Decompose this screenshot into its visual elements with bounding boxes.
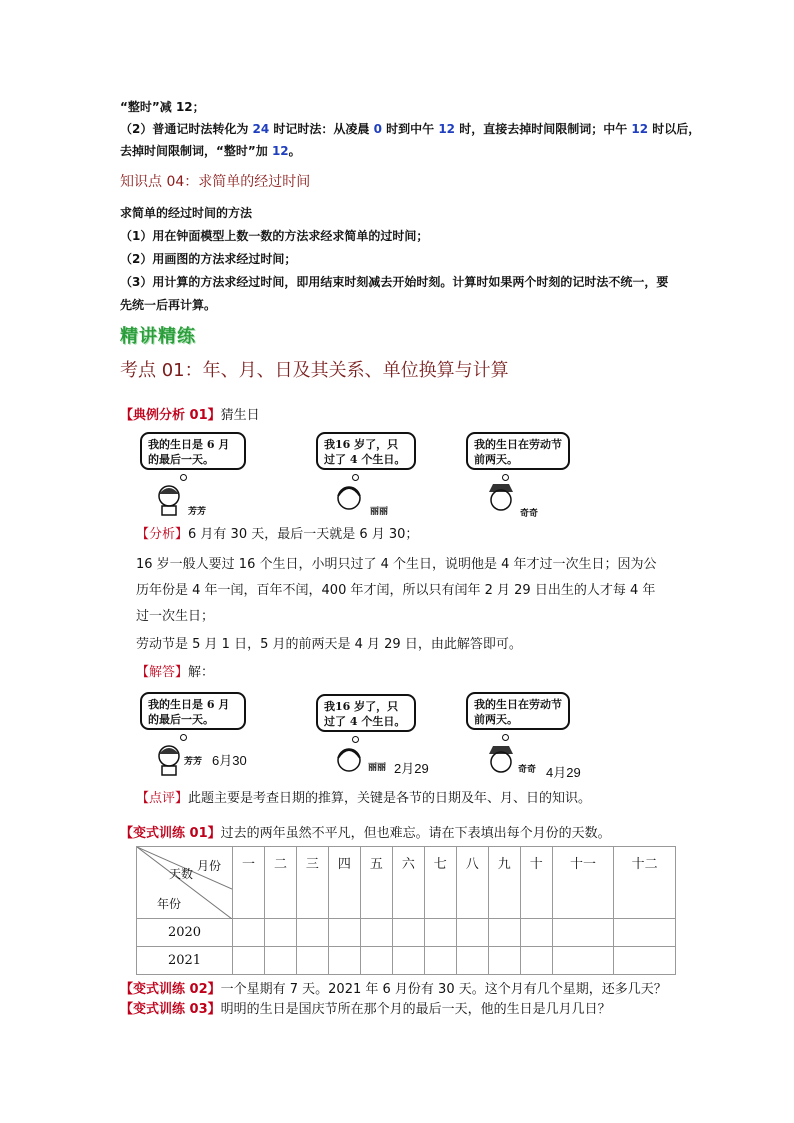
example-heading: 【典例分析 01】猜生日 bbox=[120, 408, 260, 423]
corner-month-label: 月份 bbox=[197, 859, 222, 873]
speech-bubble-qiqi-answer: 我的生日在劳动节前两天。 bbox=[466, 692, 570, 730]
rule-line-2: （2）普通记时法转化为 24 时记时法：从凌晨 0 时到中午 12 时，直接去掉时间限制词；中午 12 时以后， bbox=[120, 122, 701, 136]
month-header: 九 bbox=[488, 847, 520, 919]
method-title: 求简单的经过时间的方法 bbox=[120, 206, 253, 220]
boy-qiqi-icon bbox=[484, 480, 518, 516]
exercise-03: 【变式训练 03】明明的生日是国庆节所在那个月的最后一天，他的生日是几月几日？ bbox=[120, 1002, 611, 1017]
rule-line-3: 去掉时间限制词，“整时”加 12。 bbox=[120, 144, 301, 158]
name-lili: 丽丽 bbox=[370, 507, 389, 517]
day-cell[interactable] bbox=[488, 919, 520, 947]
day-cell[interactable] bbox=[328, 947, 360, 975]
day-cell[interactable] bbox=[360, 947, 392, 975]
speech-bubble-qiqi: 我的生日在劳动节前两天。 bbox=[466, 432, 570, 470]
speech-bubble-lili-answer: 我16 岁了，只过了 4 个生日。 bbox=[316, 694, 416, 732]
month-header: 十二 bbox=[614, 847, 676, 919]
table-row bbox=[137, 947, 676, 975]
comment: 【点评】此题主要是考查日期的推算，关键是各节的日期及年、月、日的知识。 bbox=[136, 791, 592, 806]
day-cell[interactable] bbox=[456, 919, 488, 947]
table-corner-cell bbox=[137, 847, 233, 919]
month-header: 七 bbox=[424, 847, 456, 919]
answer-qiqi: 4月29 bbox=[546, 765, 581, 780]
method-item-2: （2）用画图的方法求经过时间； bbox=[120, 252, 297, 266]
day-cell[interactable] bbox=[552, 947, 614, 975]
section-title: 精讲精练 bbox=[120, 326, 196, 347]
name-fangfang: 芳芳 bbox=[188, 507, 207, 517]
day-cell[interactable] bbox=[296, 947, 328, 975]
method-item-4: 先统一后再计算。 bbox=[120, 298, 217, 312]
analysis-line-2: 16 岁一般人要过 16 个生日，小明只过了 4 个生日，说明他是 4 年才过一次生日；因为公 bbox=[136, 557, 657, 572]
knowledge-heading: 知识点 04：求简单的经过时间 bbox=[120, 174, 311, 190]
year-cell: 2021 bbox=[137, 947, 233, 975]
boy-qiqi-answer-icon bbox=[484, 742, 518, 778]
name-lili-answer: 丽丽 bbox=[368, 763, 387, 773]
answer-fangfang: 6月30 bbox=[212, 753, 247, 768]
day-cell[interactable] bbox=[424, 919, 456, 947]
girl-fangfang-answer-icon bbox=[152, 742, 186, 776]
day-cell[interactable] bbox=[392, 919, 424, 947]
day-cell[interactable] bbox=[520, 947, 552, 975]
day-cell[interactable] bbox=[456, 947, 488, 975]
method-item-3: （3）用计算的方法求经过时间，即用结束时刻减去开始时刻。计算时如果两个时刻的记时法不统一，要 bbox=[120, 275, 669, 289]
analysis-line-4: 过一次生日； bbox=[136, 609, 215, 624]
day-cell[interactable] bbox=[264, 947, 296, 975]
answer-lili: 2月29 bbox=[394, 761, 429, 776]
day-cell[interactable] bbox=[328, 919, 360, 947]
day-cell[interactable] bbox=[552, 919, 614, 947]
speech-bubble-lili: 我16 岁了，只过了 4 个生日。 bbox=[316, 432, 416, 470]
method-item-1: （1）用在钟面模型上数一数的方法求经求简单的过时间； bbox=[120, 229, 429, 243]
day-cell[interactable] bbox=[296, 919, 328, 947]
day-cell[interactable] bbox=[264, 919, 296, 947]
birthday-illustration-answer bbox=[120, 688, 610, 784]
rule-line-1: “整时”减 12； bbox=[120, 100, 205, 114]
year-cell: 2020 bbox=[137, 919, 233, 947]
day-cell[interactable] bbox=[360, 919, 392, 947]
exercise-01: 【变式训练 01】过去的两年虽然不平凡，但也难忘。请在下表填出每个月份的天数。 bbox=[120, 826, 611, 841]
analysis-line-1: 【分析】6 月有 30 天，最后一天就是 6 月 30； bbox=[136, 527, 419, 542]
analysis-line-3: 历年份是 4 年一闰，百年不闰，400 年才闰，所以只有闰年 2 月 29 日出生的人才每 4 年 bbox=[136, 583, 656, 598]
month-header: 十 bbox=[520, 847, 552, 919]
month-header: 六 bbox=[392, 847, 424, 919]
answer-heading: 【解答】解： bbox=[136, 665, 215, 680]
exercise-02: 【变式训练 02】一个星期有 7 天。2021 年 6 月份有 30 天。这个月有几个星期，还多几天？ bbox=[120, 982, 667, 997]
day-cell[interactable] bbox=[614, 919, 676, 947]
month-header: 十一 bbox=[552, 847, 614, 919]
table-row bbox=[137, 919, 676, 947]
corner-days-label: 天数 bbox=[169, 867, 194, 881]
month-header: 五 bbox=[360, 847, 392, 919]
day-cell[interactable] bbox=[424, 947, 456, 975]
topic-heading: 考点 01：年、月、日及其关系、单位换算与计算 bbox=[120, 360, 509, 381]
month-header: 三 bbox=[296, 847, 328, 919]
name-fangfang-answer: 芳芳 bbox=[184, 757, 203, 767]
girl-fangfang-icon bbox=[152, 482, 186, 516]
month-days-table bbox=[136, 846, 676, 975]
birthday-illustration-question bbox=[120, 428, 600, 518]
month-header: 二 bbox=[264, 847, 296, 919]
month-header: 一 bbox=[233, 847, 265, 919]
day-cell[interactable] bbox=[233, 947, 265, 975]
girl-lili-icon bbox=[332, 482, 366, 516]
corner-year-label: 年份 bbox=[157, 897, 182, 911]
day-cell[interactable] bbox=[392, 947, 424, 975]
name-qiqi: 奇奇 bbox=[520, 509, 539, 519]
month-header: 四 bbox=[328, 847, 360, 919]
speech-bubble-fangfang-answer: 我的生日是 6 月的最后一天。 bbox=[140, 692, 246, 730]
day-cell[interactable] bbox=[488, 947, 520, 975]
day-cell[interactable] bbox=[233, 919, 265, 947]
month-header: 八 bbox=[456, 847, 488, 919]
girl-lili-answer-icon bbox=[332, 744, 366, 778]
day-cell[interactable] bbox=[614, 947, 676, 975]
speech-bubble-fangfang: 我的生日是 6 月的最后一天。 bbox=[140, 432, 246, 470]
name-qiqi-answer: 奇奇 bbox=[518, 765, 537, 775]
day-cell[interactable] bbox=[520, 919, 552, 947]
analysis-line-5: 劳动节是 5 月 1 日，5 月的前两天是 4 月 29 日，由此解答即可。 bbox=[136, 637, 522, 652]
